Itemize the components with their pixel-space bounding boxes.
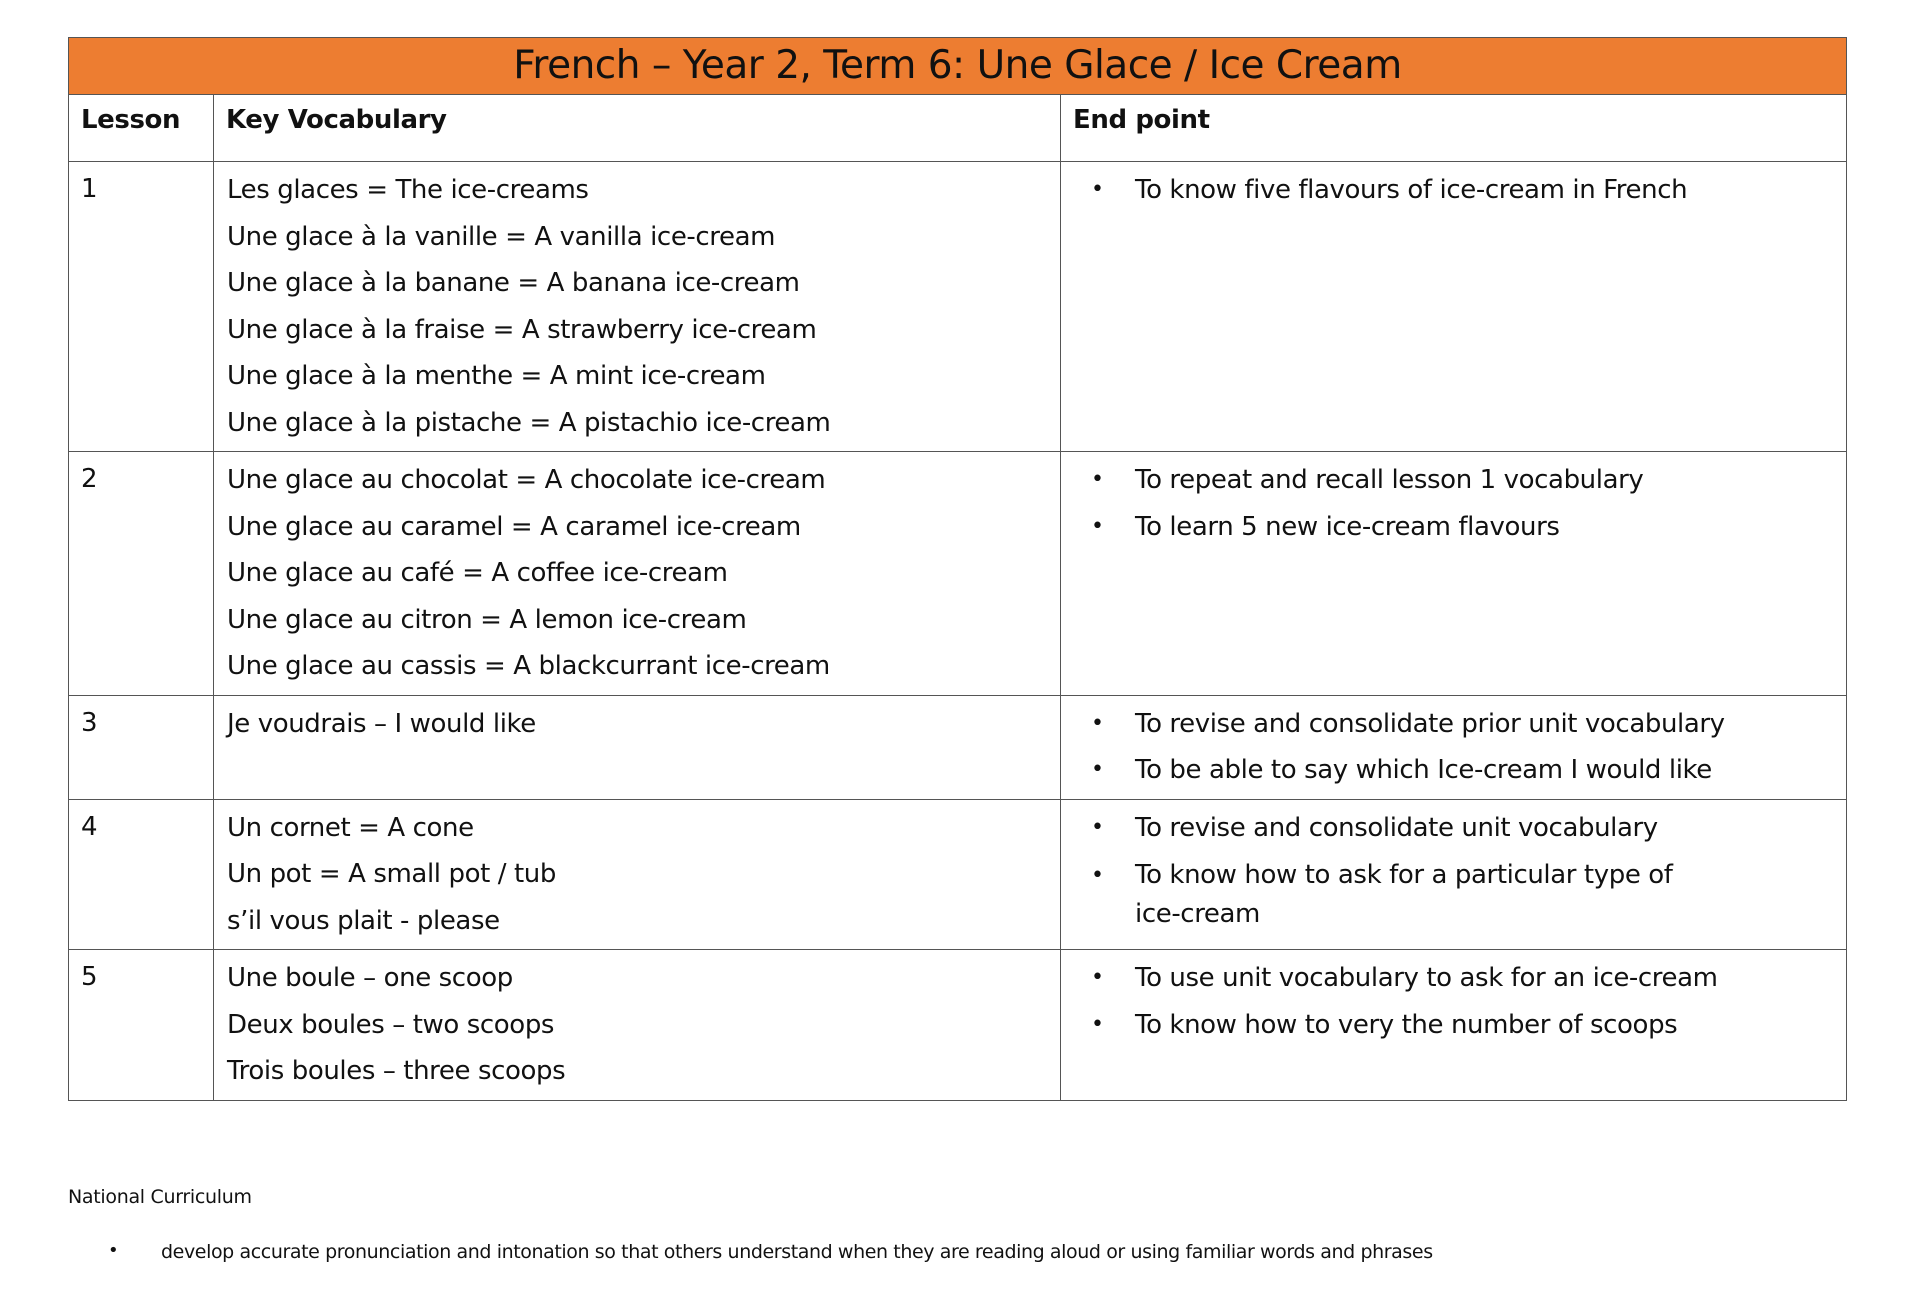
end-point-text: To revise and consolidate unit vocabulary — [1135, 812, 1658, 843]
vocabulary-cell — [214, 452, 1061, 696]
bullet-icon: • — [1091, 177, 1104, 202]
end-point-item — [1071, 752, 1834, 799]
end-point-cell — [1061, 695, 1847, 799]
vocabulary-cell — [214, 695, 1061, 799]
vocabulary-item: Une glace au chocolat = A chocolate ice-cream — [227, 465, 826, 495]
vocabulary-item: Un cornet = A cone — [227, 812, 474, 843]
end-point-item — [1071, 462, 1834, 509]
vocabulary-item: Une glace à la pistache = A pistachio ice-cream — [227, 407, 831, 438]
table-row — [69, 452, 1847, 696]
vocabulary-item: Une glace au café = A coffee ice-cream — [227, 558, 728, 588]
table-row — [69, 695, 1847, 799]
vocabulary-item: s’il vous plait - please — [227, 905, 500, 936]
table-row — [69, 162, 1847, 452]
vocabulary-item: Une glace à la vanille = A vanilla ice-cream — [227, 221, 776, 252]
end-point-cell — [1061, 162, 1847, 452]
column-header-lesson: Lesson — [69, 95, 214, 162]
vocabulary-item: Une glace à la menthe = A mint ice-cream — [227, 361, 766, 391]
curriculum-table — [68, 37, 1847, 1101]
vocabulary-item: Je voudrais – I would like — [227, 708, 536, 739]
end-point-text: To learn 5 new ice-cream flavours — [1135, 511, 1560, 542]
bullet-icon: • — [1091, 863, 1104, 888]
end-point-text: To know five flavours of ice-cream in French — [1135, 175, 1688, 205]
column-header-end-point: End point — [1061, 95, 1847, 162]
vocabulary-cell — [214, 162, 1061, 452]
end-point-text: To be able to say which Ice-cream I would like — [1135, 755, 1712, 785]
vocabulary-item: Une glace à la fraise = A strawberry ice-cream — [227, 314, 817, 345]
national-curriculum-text: develop accurate pronunciation and intonation so that others understand when they are reading aloud or using familiar words and phrases — [161, 1241, 1433, 1263]
bullet-icon: • — [1091, 467, 1104, 492]
table-row — [69, 950, 1847, 1101]
vocabulary-item: Deux boules – two scoops — [227, 1009, 555, 1040]
lesson-number: 5 — [69, 950, 214, 1101]
end-point-text: To repeat and recall lesson 1 vocabulary — [1135, 465, 1644, 495]
national-curriculum-heading: National Curriculum — [68, 1186, 252, 1208]
bullet-icon: • — [1091, 814, 1104, 840]
vocabulary-item: Une glace au caramel = A caramel ice-cream — [227, 511, 801, 542]
bullet-icon: • — [1091, 710, 1104, 736]
vocabulary-cell — [214, 950, 1061, 1101]
vocabulary-cell — [214, 799, 1061, 950]
end-point-item — [1071, 810, 1834, 857]
lesson-number: 3 — [69, 695, 214, 799]
end-point-cell — [1061, 452, 1847, 696]
lesson-number: 4 — [69, 799, 214, 950]
vocabulary-item: Une boule – one scoop — [227, 963, 513, 993]
end-point-text: To know how to very the number of scoops — [1135, 1009, 1678, 1040]
end-point-text: To use unit vocabulary to ask for an ice-cream — [1135, 963, 1718, 993]
end-point-text: To revise and consolidate prior unit vocabulary — [1135, 708, 1725, 739]
bullet-icon: • — [1091, 1011, 1104, 1037]
header-row — [69, 95, 1847, 162]
end-point-text: To know how to ask for a particular type of ice-cream — [1135, 860, 1673, 929]
lesson-number: 1 — [69, 162, 214, 452]
end-point-item — [1071, 1007, 1834, 1054]
vocabulary-item: Une glace à la banane = A banana ice-cream — [227, 268, 800, 298]
vocabulary-item: Un pot = A small pot / tub — [227, 859, 556, 889]
bullet-icon: • — [108, 1240, 119, 1261]
lesson-number: 2 — [69, 452, 214, 696]
end-point-item — [1071, 856, 1834, 934]
end-point-item — [1071, 172, 1834, 219]
title-row — [69, 38, 1847, 95]
end-point-cell — [1061, 950, 1847, 1101]
page-title: French – Year 2, Term 6: Une Glace / Ice Cream — [69, 38, 1847, 95]
vocabulary-item: Les glaces = The ice-creams — [227, 175, 589, 205]
bullet-icon: • — [1091, 513, 1104, 539]
end-point-item — [1071, 509, 1834, 556]
bullet-icon: • — [1091, 757, 1104, 782]
vocabulary-item: Une glace au citron = A lemon ice-cream — [227, 604, 747, 635]
column-header-vocabulary: Key Vocabulary — [214, 95, 1061, 162]
table-row — [69, 799, 1847, 950]
end-point-item — [1071, 960, 1834, 1007]
vocabulary-item: Une glace au cassis = A blackcurrant ice-cream — [227, 651, 830, 681]
end-point-cell — [1061, 799, 1847, 950]
vocabulary-item: Trois boules – three scoops — [227, 1056, 566, 1086]
bullet-icon: • — [1091, 965, 1104, 990]
end-point-item — [1071, 706, 1834, 753]
